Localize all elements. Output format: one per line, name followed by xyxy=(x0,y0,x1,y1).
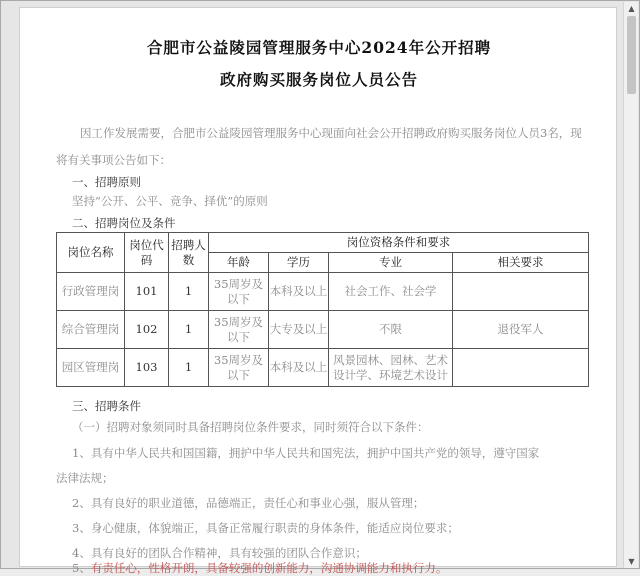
cell-other xyxy=(453,273,589,311)
header-requirements: 岗位资格条件和要求 xyxy=(209,233,589,253)
scroll-thumb[interactable] xyxy=(627,16,636,94)
table-row xyxy=(57,311,589,349)
table-row xyxy=(57,349,589,387)
cell-major: 社会工作、社会学 xyxy=(329,273,453,311)
condition-5 xyxy=(72,560,582,576)
cell-count: 1 xyxy=(169,311,209,349)
condition-1a: 1、具有中华人民共和国国籍，拥护中华人民共和国宪法，拥护中国共产党的领导，遵守国家 xyxy=(72,446,540,460)
positions-table xyxy=(56,232,589,387)
document-title-line1: 合肥市公益陵园管理服务中心2024年公开招聘 xyxy=(146,38,492,57)
cell-age: 35周岁及以下 xyxy=(209,273,269,311)
sub1-text: （一）招聘对象须同时具备招聘岗位条件要求，同时须符合以下条件： xyxy=(72,420,429,434)
condition-5-text: 有责任心，性格开朗，具备较强的创新能力，沟通协调能力和执行力。 xyxy=(90,561,448,575)
cell-code: 103 xyxy=(125,349,169,387)
section1-text: 坚持“公开、公平、竞争、择优”的原则 xyxy=(72,194,268,208)
header-position: 岗位名称 xyxy=(57,233,125,273)
condition-4: 4、具有良好的团队合作精神，具有较强的团队合作意识； xyxy=(72,546,367,560)
header-count: 招聘人数 xyxy=(169,233,209,273)
scroll-down-icon[interactable]: ▼ xyxy=(628,557,635,566)
condition-2: 2、具有良好的职业道德，品德端正，责任心和事业心强，服从管理； xyxy=(72,496,425,510)
condition-1b: 法律法规； xyxy=(56,471,114,485)
document-title-line2: 政府购买服务岗位人员公告 xyxy=(219,70,418,89)
cell-count: 1 xyxy=(169,273,209,311)
cell-age: 35周岁及以下 xyxy=(209,311,269,349)
cell-count: 1 xyxy=(169,349,209,387)
header-education: 学历 xyxy=(269,253,329,273)
vertical-scrollbar[interactable] xyxy=(623,2,638,568)
cell-position: 园区管理岗 xyxy=(57,349,125,387)
cell-age: 35周岁及以下 xyxy=(209,349,269,387)
cell-education: 大专及以上 xyxy=(269,311,329,349)
section1-heading: 一、招聘原则 xyxy=(72,175,141,189)
header-major: 专业 xyxy=(329,253,453,273)
header-age: 年龄 xyxy=(209,253,269,273)
cell-education: 本科及以上 xyxy=(269,349,329,387)
intro-paragraph: 因工作发展需要，合肥市公益陵园管理服务中心现面向社会公开招聘政府购买服务岗位人员3名，现将有关事项公告如下： xyxy=(56,126,582,167)
cell-other: 退役军人 xyxy=(453,311,589,349)
cell-code: 102 xyxy=(125,311,169,349)
condition-5-prefix: 5、 xyxy=(72,561,91,575)
header-other: 相关要求 xyxy=(453,253,589,273)
section3-heading: 三、招聘条件 xyxy=(72,399,141,413)
table-row xyxy=(57,273,589,311)
cell-code: 101 xyxy=(125,273,169,311)
document-page xyxy=(19,7,617,575)
header-code: 岗位代码 xyxy=(125,233,169,273)
condition-3: 3、身心健康，体貌端正，具备正常履行职责的身体条件，能适应岗位要求； xyxy=(72,521,459,535)
section2-heading: 二、招聘岗位及条件 xyxy=(72,216,176,230)
cell-position: 行政管理岗 xyxy=(57,273,125,311)
cell-major: 风景园林、园林、艺术设计学、环境艺术设计 xyxy=(329,349,453,387)
cell-education: 本科及以上 xyxy=(269,273,329,311)
cell-position: 综合管理岗 xyxy=(57,311,125,349)
cell-major: 不限 xyxy=(329,311,453,349)
scroll-up-icon[interactable]: ▲ xyxy=(628,4,635,13)
cell-other xyxy=(453,349,589,387)
